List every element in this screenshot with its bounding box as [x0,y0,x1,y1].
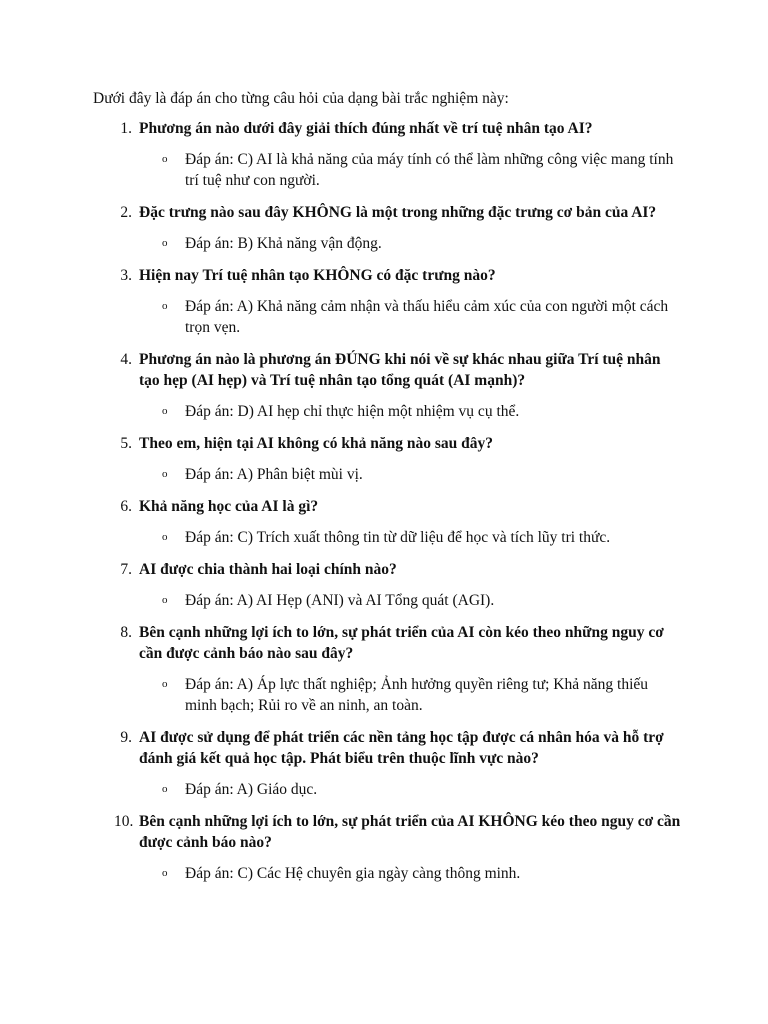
question-text: Phương án nào dưới đây giải thích đúng nhất về trí tuệ nhân tạo AI? [139,120,593,137]
question-text: AI được chia thành hai loại chính nào? [139,561,397,578]
question-number: 10. [114,813,134,830]
question-text: Phương án nào là phương án ĐÚNG khi nói về sự khác nhau giữa Trí tuệ nhân tạo hẹp (AI hẹp) và Trí tuệ nhân tạo tổng quát (AI mạnh)? [139,351,661,389]
question-item [0,349,768,422]
answer-item [0,674,768,716]
answer-text: Đáp án: A) Phân biệt mùi vị. [185,466,363,483]
circle-bullet-icon: o [162,594,168,606]
answer-item [0,590,768,611]
answer-item [0,149,768,191]
question-text: Hiện nay Trí tuệ nhân tạo KHÔNG có đặc trưng nào? [139,267,496,284]
circle-bullet-icon: o [162,237,168,249]
question-item [0,727,768,800]
question-list [0,118,768,895]
question-number: 3. [120,267,132,284]
question-text: Bên cạnh những lợi ích to lớn, sự phát triển của AI KHÔNG kéo theo nguy cơ cần được cảnh báo nào? [139,813,681,851]
question-item [0,622,768,716]
question-number: 5. [120,435,132,452]
answer-item [0,527,768,548]
circle-bullet-icon: o [162,783,168,795]
answer-text: Đáp án: C) Trích xuất thông tin từ dữ liệu để học và tích lũy tri thức. [185,529,611,546]
question-number: 8. [120,624,132,641]
question-text: Đặc trưng nào sau đây KHÔNG là một trong những đặc trưng cơ bản của AI? [139,204,657,221]
question-text: Bên cạnh những lợi ích to lớn, sự phát triển của AI còn kéo theo những nguy cơ cần được cảnh báo nào sau đây? [139,624,664,662]
answer-text: Đáp án: D) AI hẹp chỉ thực hiện một nhiệm vụ cụ thể. [185,403,520,420]
question-item [0,265,768,338]
question-text: AI được sử dụng để phát triển các nền tảng học tập được cá nhân hóa và hỗ trợ đánh giá kết quả học tập. Phát biểu trên thuộc lĩnh vực nào? [139,729,664,767]
circle-bullet-icon: o [162,153,168,165]
answer-item [0,233,768,254]
intro-text: Dưới đây là đáp án cho từng câu hỏi của dạng bài trắc nghiệm này: [93,90,509,107]
circle-bullet-icon: o [162,678,168,690]
question-number: 1. [120,120,132,137]
answer-text: Đáp án: A) AI Hẹp (ANI) và AI Tổng quát (AGI). [185,592,495,609]
question-item [0,118,768,191]
circle-bullet-icon: o [162,867,168,879]
question-item [0,559,768,611]
answer-item [0,779,768,800]
answer-text: Đáp án: A) Giáo dục. [185,781,318,798]
answer-item [0,863,768,884]
question-number: 2. [120,204,132,221]
answer-text: Đáp án: C) AI là khả năng của máy tính có thể làm những công việc mang tính trí tuệ như con người. [185,151,674,189]
answer-text: Đáp án: A) Áp lực thất nghiệp; Ảnh hưởng quyền riêng tư; Khả năng thiếu minh bạch; Rủi ro về an ninh, an toàn. [185,676,649,714]
answer-item [0,464,768,485]
question-item [0,811,768,884]
question-item [0,433,768,485]
question-number: 7. [120,561,132,578]
answer-item [0,296,768,338]
question-text: Theo em, hiện tại AI không có khả năng nào sau đây? [139,435,494,452]
circle-bullet-icon: o [162,531,168,543]
circle-bullet-icon: o [162,405,168,417]
question-number: 9. [120,729,132,746]
question-item [0,202,768,254]
answer-text: Đáp án: A) Khả năng cảm nhận và thấu hiểu cảm xúc của con người một cách trọn vẹn. [185,298,669,336]
question-number: 4. [120,351,132,368]
circle-bullet-icon: o [162,468,168,480]
answer-text: Đáp án: B) Khả năng vận động. [185,235,382,252]
question-text: Khả năng học của AI là gì? [139,498,319,515]
question-item [0,496,768,548]
answer-item [0,401,768,422]
question-number: 6. [120,498,132,515]
circle-bullet-icon: o [162,300,168,312]
answer-text: Đáp án: C) Các Hệ chuyên gia ngày càng thông minh. [185,865,521,882]
